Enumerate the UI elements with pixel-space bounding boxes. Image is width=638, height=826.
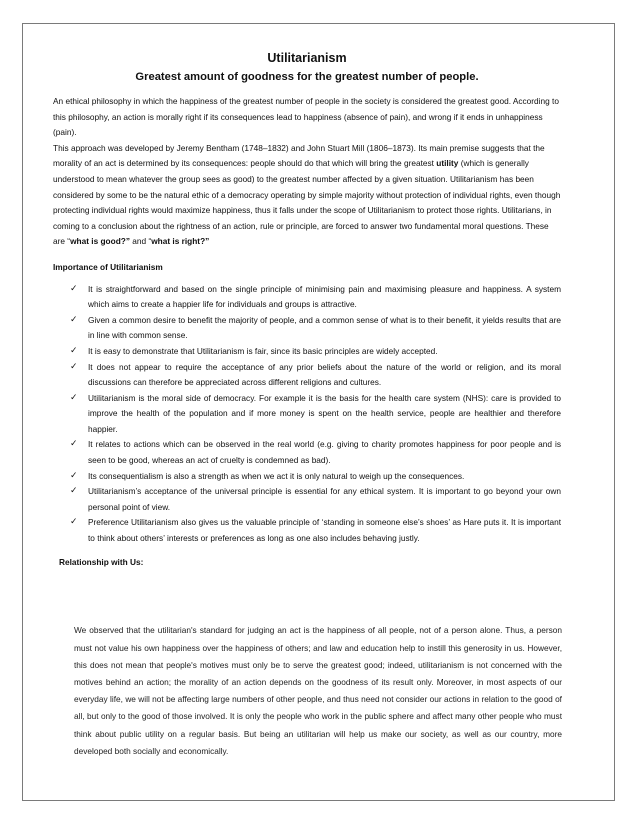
importance-item-text: Its consequentialism is also a strength as when we act it is only natural to weigh up the consequences. bbox=[88, 470, 465, 481]
intro-question-right: what is right?” bbox=[151, 236, 210, 247]
checkmark-icon: ✓ bbox=[70, 314, 78, 325]
importance-item-text: Utilitarianism is the moral side of democracy. For example it is the basis for the health care system (NHS): care is provided to improve the health of the population and if more money is spent on the health service, people are healthier and therefore happier. bbox=[88, 392, 561, 434]
importance-item-text: It does not appear to require the acceptance of any prior beliefs about the nature of the world or religion, and its moral discussions can therefore be appreciated across different religions and cultures. bbox=[88, 361, 561, 388]
importance-item bbox=[53, 437, 561, 468]
importance-item bbox=[53, 484, 561, 515]
checkmark-icon: ✓ bbox=[70, 439, 78, 450]
intro-text-1: An ethical philosophy in which the happiness of the greatest number of people in the society is considered the greatest good. According to this philosophy, an action is morally right if its consequences lead to happiness (absence of pain), and wrong if it ends in unhappiness (pain). bbox=[53, 96, 559, 138]
checkmark-icon: ✓ bbox=[70, 392, 78, 403]
checkmark-icon: ✓ bbox=[70, 283, 78, 294]
importance-item-text: Given a common desire to benefit the majority of people, and a common sense of what is to their benefit, it yields results that are in line with common sense. bbox=[88, 314, 561, 341]
intro-paragraph bbox=[53, 94, 561, 250]
importance-heading: Importance of Utilitarianism bbox=[53, 261, 163, 272]
importance-item bbox=[53, 469, 561, 485]
importance-list bbox=[53, 282, 561, 547]
intro-text-2: This approach was developed by Jeremy Bentham (1748–1832) and John Stuart Mill (1806–1873). Its main premise suggests that the morality of an act is determined by its consequences: people should do that which will bring the greatest bbox=[53, 142, 545, 169]
intro-and: and “ bbox=[129, 236, 152, 247]
importance-item bbox=[53, 282, 561, 313]
intro-bold-utility: utility bbox=[436, 158, 459, 169]
intro-text-3: (which is generally understood to mean whatever the group sees as good) to the greatest number affected by a given situation. Utilitarianism has been considered by some to be the natural ethic of a democracy operating by simple majority without protection of individual rights, even though protecting individual rights would maximize happiness, thus it falls under the scope of Utilitarianism to protect those rights. Utilitarians, in coming to a conclusion about the rightness of an action, rule or principle, are forced to answer two fundamental moral questions. These are “ bbox=[53, 158, 561, 247]
document-title: Utilitarianism bbox=[267, 51, 347, 65]
importance-item bbox=[53, 360, 561, 391]
document-subtitle: Greatest amount of goodness for the greatest number of people. bbox=[135, 71, 479, 83]
checkmark-icon: ✓ bbox=[70, 486, 78, 497]
checkmark-icon: ✓ bbox=[70, 361, 78, 372]
importance-item-text: Preference Utilitarianism also gives us the valuable principle of ‘standing in someone else’s shoes’ as Hare puts it. It is important to think about others’ interests or preferences as long as one also includes behaving justly. bbox=[88, 517, 561, 544]
importance-item bbox=[53, 344, 561, 360]
relationship-heading: Relationship with Us: bbox=[59, 556, 144, 567]
importance-item-text: It relates to actions which can be observed in the real world (e.g. giving to charity promotes happiness for poor people and is seen to be good, whereas an act of cruelty is condemned as bad). bbox=[88, 439, 561, 466]
checkmark-icon: ✓ bbox=[70, 345, 78, 356]
checkmark-icon: ✓ bbox=[70, 517, 78, 528]
importance-item-text: It is straightforward and based on the single principle of minimising pain and maximising pleasure and happiness. A system which aims to create a happier life for individuals and groups is attractive. bbox=[88, 283, 561, 310]
document-body bbox=[53, 50, 561, 570]
importance-item bbox=[53, 515, 561, 546]
importance-item-text: Utilitarianism’s acceptance of the universal principle is essential for any ethical system. It is important to go beyond your own personal point of view. bbox=[88, 486, 561, 512]
intro-question-good: what is good?” bbox=[70, 236, 130, 247]
checkmark-icon: ✓ bbox=[70, 470, 78, 481]
importance-item bbox=[53, 391, 561, 438]
relationship-paragraph: We observed that the utilitarian's standard for judging an act is the happiness of all people, not of a person alone. Thus, a person must not value his own happiness over the happiness of others; and law and education help to instill this generosity in us. However, this does not mean that people's motives must only be to serve the greatest good; indeed, utilitarianism is not concerned with the motives behind an action; the morality of an action depends on the goodness of its result only. Moreover, in most aspects of our everyday life, we will not be affecting large numbers of other people, and thus need not consider our actions in relation to the good of all, but only to the good of those involved. It is only the people who work in the public sphere and affect many other people who must think about public utility on a regular basis. But being an utilitarian will help us make our society, as well as our country, more developed both socially and economically. bbox=[74, 625, 562, 756]
importance-item bbox=[53, 313, 561, 344]
importance-item-text: It is easy to demonstrate that Utilitarianism is fair, since its basic principles are widely accepted. bbox=[88, 345, 438, 356]
